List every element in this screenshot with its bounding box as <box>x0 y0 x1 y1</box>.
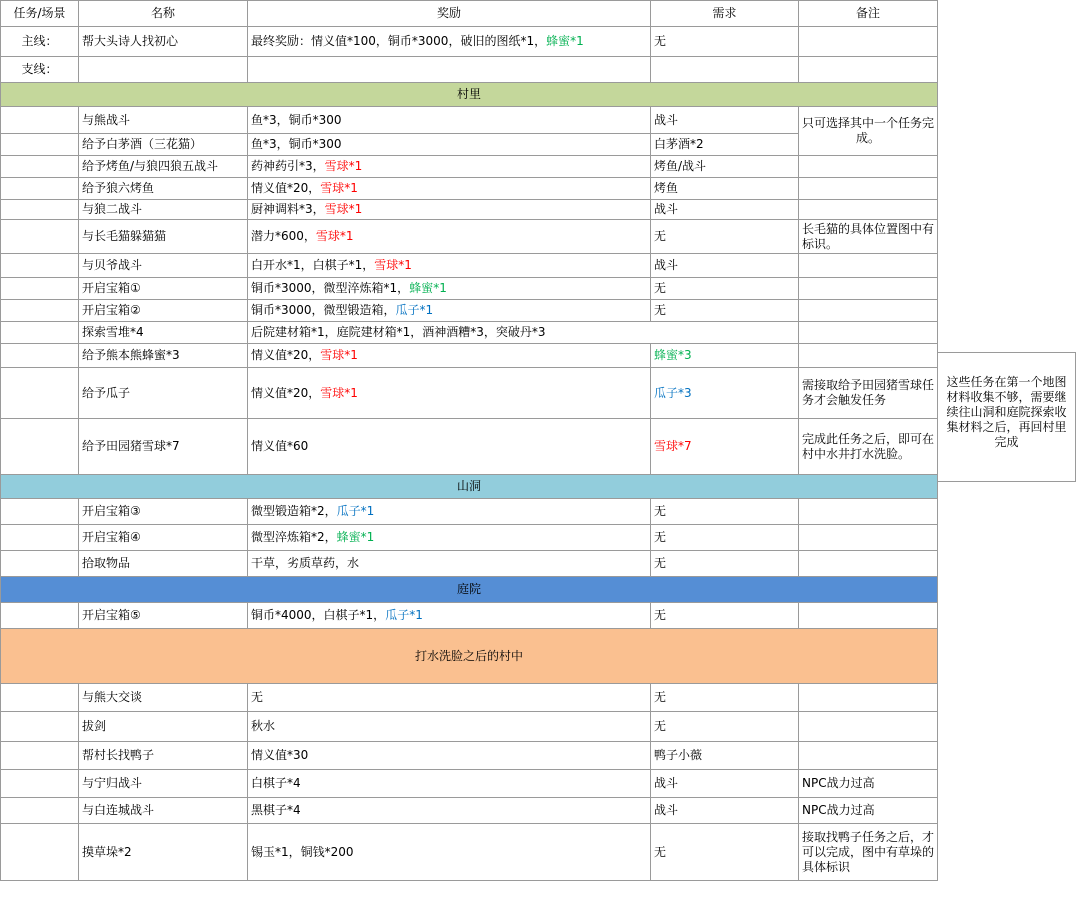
quest-note[interactable] <box>799 742 938 770</box>
quest-note[interactable] <box>799 712 938 742</box>
quest-need[interactable]: 无 <box>651 300 799 322</box>
table-row <box>1 684 938 712</box>
scene-cell[interactable] <box>1 220 79 254</box>
quest-name[interactable]: 开启宝箱② <box>79 300 248 322</box>
yard-rows <box>1 603 938 629</box>
quest-note[interactable]: 接取找鸭子任务之后，才可以完成，图中有草垛的具体标识 <box>799 824 938 881</box>
reward-highlight: 瓜子*1 <box>385 608 423 622</box>
quest-note[interactable] <box>799 178 938 200</box>
header-name[interactable]: 名称 <box>79 1 248 27</box>
after-rows <box>1 684 938 881</box>
reward-text: 鱼*3，铜币*300 <box>251 112 342 127</box>
quest-note[interactable] <box>799 156 938 178</box>
quest-reward[interactable] <box>248 278 651 300</box>
scene-cell[interactable] <box>1 684 79 712</box>
quest-reward[interactable] <box>248 499 651 525</box>
reward-text: 药神药引*3， <box>251 159 325 173</box>
table-row <box>1 525 938 551</box>
reward-text: 厨神调料*3， <box>251 202 325 216</box>
quest-reward[interactable] <box>248 200 651 220</box>
scene-cell[interactable] <box>1 156 79 178</box>
quest-name[interactable]: 开启宝箱① <box>79 278 248 300</box>
reward-text: 无 <box>251 690 264 704</box>
quest-name[interactable]: 给予田园猪雪球*7 <box>79 419 248 475</box>
quest-reward[interactable] <box>248 107 651 134</box>
table-row <box>1 322 938 344</box>
reward-text: 白开水*1，白棋子*1， <box>251 258 375 272</box>
quest-note[interactable] <box>799 551 938 577</box>
table-row <box>1 220 938 254</box>
header-note[interactable]: 备注 <box>799 1 938 27</box>
reward-text: 干草，劣质草药，水 <box>251 556 360 570</box>
side-note-cell[interactable]: 这些任务在第一个地图材料收集不够，需要继续往山洞和庭院探索收集材料之后，再回村里完成 <box>937 352 1076 482</box>
table-row <box>1 499 938 525</box>
table-row <box>1 156 938 178</box>
quest-note[interactable] <box>799 278 938 300</box>
quest-reward[interactable] <box>248 368 651 419</box>
reward-text: 潜力*600， <box>251 229 316 243</box>
quest-reward[interactable] <box>248 712 651 742</box>
reward-highlight: 雪球*1 <box>374 258 412 272</box>
table-row <box>1 368 938 419</box>
reward-text: 情义值*20， <box>251 385 321 400</box>
reward-text: 微型淬炼箱*2， <box>251 530 337 544</box>
quest-need[interactable]: 雪球*7 <box>651 419 799 475</box>
quest-need[interactable]: 瓜子*3 <box>651 368 799 419</box>
reward-text: 微型锻造箱*2， <box>251 504 337 518</box>
reward-highlight: 雪球*1 <box>324 159 363 173</box>
section-title-yard[interactable]: 庭院 <box>1 577 938 603</box>
scene-cell[interactable] <box>1 603 79 629</box>
quest-name[interactable]: 与宁归战斗 <box>79 770 248 798</box>
quest-need[interactable]: 无 <box>651 824 799 881</box>
quest-need[interactable]: 烤鱼/战斗 <box>651 156 799 178</box>
quest-note[interactable] <box>799 684 938 712</box>
quest-need[interactable]: 无 <box>651 220 799 254</box>
quest-note-merged[interactable]: 只可选择其中一个任务完成。 <box>799 107 938 156</box>
section-title-after[interactable]: 打水洗脸之后的村中 <box>1 629 938 684</box>
scene-cell[interactable] <box>1 134 79 156</box>
table-row <box>1 419 938 475</box>
reward-text: 情义值*20， <box>251 181 321 195</box>
quest-name[interactable]: 探索雪堆*4 <box>79 322 248 344</box>
scene-cell[interactable] <box>1 712 79 742</box>
table-row <box>1 824 938 881</box>
quest-reward[interactable] <box>248 551 651 577</box>
scene-cell[interactable] <box>1 344 79 368</box>
main-line-label[interactable]: 主线： <box>1 27 79 57</box>
reward-text: 情义值*30 <box>251 748 309 762</box>
reward-highlight: 雪球*1 <box>320 348 358 362</box>
quest-reward[interactable] <box>248 220 651 254</box>
section-village <box>1 83 938 107</box>
quest-need[interactable]: 白茅酒*2 <box>651 134 799 156</box>
quest-note[interactable] <box>799 603 938 629</box>
quest-reward[interactable] <box>248 178 651 200</box>
table-row <box>1 742 938 770</box>
quest-need[interactable]: 蜂蜜*3 <box>651 344 799 368</box>
reward-highlight: 雪球*1 <box>315 229 354 243</box>
quest-reward[interactable] <box>248 824 651 881</box>
empty-cell[interactable] <box>799 57 938 83</box>
main-line-need[interactable]: 无 <box>651 27 799 57</box>
scene-cell[interactable] <box>1 551 79 577</box>
reward-text: 铜币*4000，白棋子*1， <box>251 608 386 622</box>
quest-note[interactable]: 长毛猫的具体位置图中有标识。 <box>799 220 938 254</box>
quest-reward[interactable] <box>248 344 651 368</box>
quest-need[interactable]: 战斗 <box>651 798 799 824</box>
quest-name[interactable]: 与熊战斗 <box>79 107 248 134</box>
main-line-reward[interactable] <box>248 27 651 57</box>
reward-highlight: 蜂蜜*1 <box>336 530 375 544</box>
header-row <box>1 1 938 27</box>
quest-reward[interactable] <box>248 742 651 770</box>
quest-need[interactable]: 无 <box>651 278 799 300</box>
quest-name[interactable]: 帮村长找鸭子 <box>79 742 248 770</box>
scene-cell[interactable] <box>1 300 79 322</box>
scene-cell[interactable] <box>1 798 79 824</box>
quest-name[interactable]: 给予白茅酒（三花猫） <box>79 134 248 156</box>
quest-need[interactable]: 战斗 <box>651 107 799 134</box>
table-row <box>1 278 938 300</box>
scene-cell[interactable] <box>1 368 79 419</box>
quest-need[interactable]: 无 <box>651 603 799 629</box>
scene-cell[interactable] <box>1 254 79 278</box>
quest-note[interactable] <box>799 322 938 344</box>
reward-text: 情义值*20， <box>251 348 321 362</box>
reward-text: 情义值*60 <box>251 439 309 453</box>
scene-cell[interactable] <box>1 770 79 798</box>
quest-reward[interactable] <box>248 134 651 156</box>
reward-text: 最终奖励：情义值*100，铜币*3000，破旧的图纸*1， <box>251 34 547 48</box>
quest-note[interactable]: 需接取给予田园猪雪球任务才会触发任务 <box>799 368 938 419</box>
section-title-village[interactable]: 村里 <box>1 83 938 107</box>
table-row <box>1 770 938 798</box>
reward-text: 锡玉*1，铜钱*200 <box>251 844 354 859</box>
quest-note[interactable] <box>799 254 938 278</box>
quest-note[interactable] <box>799 200 938 220</box>
quest-reward[interactable] <box>248 525 651 551</box>
quest-reward[interactable] <box>248 798 651 824</box>
quest-reward[interactable] <box>248 603 651 629</box>
reward-text: 铜币*3000，微型锻造箱， <box>251 303 396 317</box>
reward-text: 白棋子*4 <box>251 776 301 790</box>
quest-name[interactable]: 给予熊本熊蜂蜜*3 <box>79 344 248 368</box>
quest-reward[interactable] <box>248 684 651 712</box>
quest-name[interactable]: 给予狼六烤鱼 <box>79 178 248 200</box>
empty-cell[interactable] <box>651 57 799 83</box>
main-line-note[interactable] <box>799 27 938 57</box>
quest-note[interactable] <box>799 300 938 322</box>
quest-note[interactable]: 完成此任务之后，即可在村中水井打水洗脸。 <box>799 419 938 475</box>
table-row <box>1 178 938 200</box>
quest-note[interactable] <box>799 499 938 525</box>
quest-need[interactable]: 烤鱼 <box>651 178 799 200</box>
quest-name[interactable]: 拾取物品 <box>79 551 248 577</box>
quest-need[interactable]: 无 <box>651 712 799 742</box>
quest-need[interactable]: 无 <box>651 525 799 551</box>
reward-text: 后院建材箱*1，庭院建材箱*1，酒神酒糟*3，突破丹*3 <box>251 325 546 339</box>
scene-cell[interactable] <box>1 107 79 134</box>
quest-reward[interactable] <box>248 770 651 798</box>
table-row <box>1 107 938 134</box>
quest-reward[interactable] <box>248 156 651 178</box>
quest-name[interactable]: 与狼二战斗 <box>79 200 248 220</box>
section-title-cave[interactable]: 山洞 <box>1 475 938 499</box>
cave-rows <box>1 499 938 577</box>
scene-cell[interactable] <box>1 419 79 475</box>
quest-name[interactable]: 与长毛猫躲猫猫 <box>79 220 248 254</box>
quest-need[interactable]: 无 <box>651 551 799 577</box>
table-row <box>1 798 938 824</box>
reward-highlight: 雪球*1 <box>324 202 363 216</box>
branch-row <box>1 57 938 83</box>
quest-reward[interactable] <box>248 419 651 475</box>
main-line-row <box>1 27 938 57</box>
quest-name[interactable]: 给予瓜子 <box>79 368 248 419</box>
quest-need[interactable]: 无 <box>651 684 799 712</box>
table-row <box>1 551 938 577</box>
reward-text: 铜币*3000，微型淬炼箱*1， <box>251 281 410 295</box>
quest-need[interactable]: 战斗 <box>651 200 799 220</box>
scene-cell[interactable] <box>1 322 79 344</box>
quest-name[interactable]: 开启宝箱③ <box>79 499 248 525</box>
quest-name[interactable]: 与贝爷战斗 <box>79 254 248 278</box>
quest-need[interactable]: 战斗 <box>651 254 799 278</box>
quest-note[interactable]: NPC战力过高 <box>799 770 938 798</box>
header-need[interactable]: 需求 <box>651 1 799 27</box>
quest-need[interactable]: 战斗 <box>651 770 799 798</box>
quest-reward[interactable] <box>248 300 651 322</box>
quest-note[interactable] <box>799 344 938 368</box>
quest-name[interactable]: 开启宝箱⑤ <box>79 603 248 629</box>
reward-text: 黑棋子*4 <box>251 803 301 817</box>
quest-name[interactable]: 摸草垛*2 <box>79 824 248 881</box>
reward-highlight: 瓜子*1 <box>395 303 434 317</box>
reward-highlight: 雪球*1 <box>320 181 358 195</box>
reward-text: 鱼*3，铜币*300 <box>251 137 342 151</box>
empty-cell[interactable] <box>248 57 651 83</box>
reward-highlight: 蜂蜜*1 <box>409 281 447 295</box>
table-row <box>1 300 938 322</box>
quest-need[interactable]: 鸭子小薇 <box>651 742 799 770</box>
quest-note[interactable] <box>799 525 938 551</box>
header-reward[interactable]: 奖励 <box>248 1 651 27</box>
scene-cell[interactable] <box>1 278 79 300</box>
village-rows <box>1 107 938 475</box>
quest-note[interactable]: NPC战力过高 <box>799 798 938 824</box>
quest-name[interactable]: 给予烤鱼/与狼四狼五战斗 <box>79 156 248 178</box>
table-row <box>1 344 938 368</box>
scene-cell[interactable] <box>1 824 79 881</box>
table-row <box>1 200 938 220</box>
section-yard <box>1 577 938 603</box>
scene-cell[interactable] <box>1 178 79 200</box>
quest-need[interactable]: 无 <box>651 499 799 525</box>
section-after <box>1 629 938 684</box>
table-row <box>1 134 938 156</box>
scene-cell[interactable] <box>1 499 79 525</box>
branch-label[interactable]: 支线： <box>1 57 79 83</box>
reward-highlight: 雪球*1 <box>320 385 358 400</box>
main-line-name[interactable]: 帮大头诗人找初心 <box>79 27 248 57</box>
table-row <box>1 603 938 629</box>
table-row <box>1 712 938 742</box>
quest-name[interactable]: 与白连城战斗 <box>79 798 248 824</box>
quest-name[interactable]: 与熊大交谈 <box>79 684 248 712</box>
quest-name[interactable]: 开启宝箱④ <box>79 525 248 551</box>
header-scene[interactable]: 任务/场景 <box>1 1 79 27</box>
reward-highlight: 蜂蜜*1 <box>546 34 584 48</box>
table-row <box>1 254 938 278</box>
scene-cell[interactable] <box>1 200 79 220</box>
scene-cell[interactable] <box>1 742 79 770</box>
empty-cell[interactable] <box>79 57 248 83</box>
reward-highlight: 瓜子*1 <box>336 504 375 518</box>
quest-reward[interactable] <box>248 322 799 344</box>
section-cave <box>1 475 938 499</box>
scene-cell[interactable] <box>1 525 79 551</box>
reward-text: 秋水 <box>251 719 276 733</box>
quest-reward[interactable] <box>248 254 651 278</box>
quest-name[interactable]: 拔剑 <box>79 712 248 742</box>
